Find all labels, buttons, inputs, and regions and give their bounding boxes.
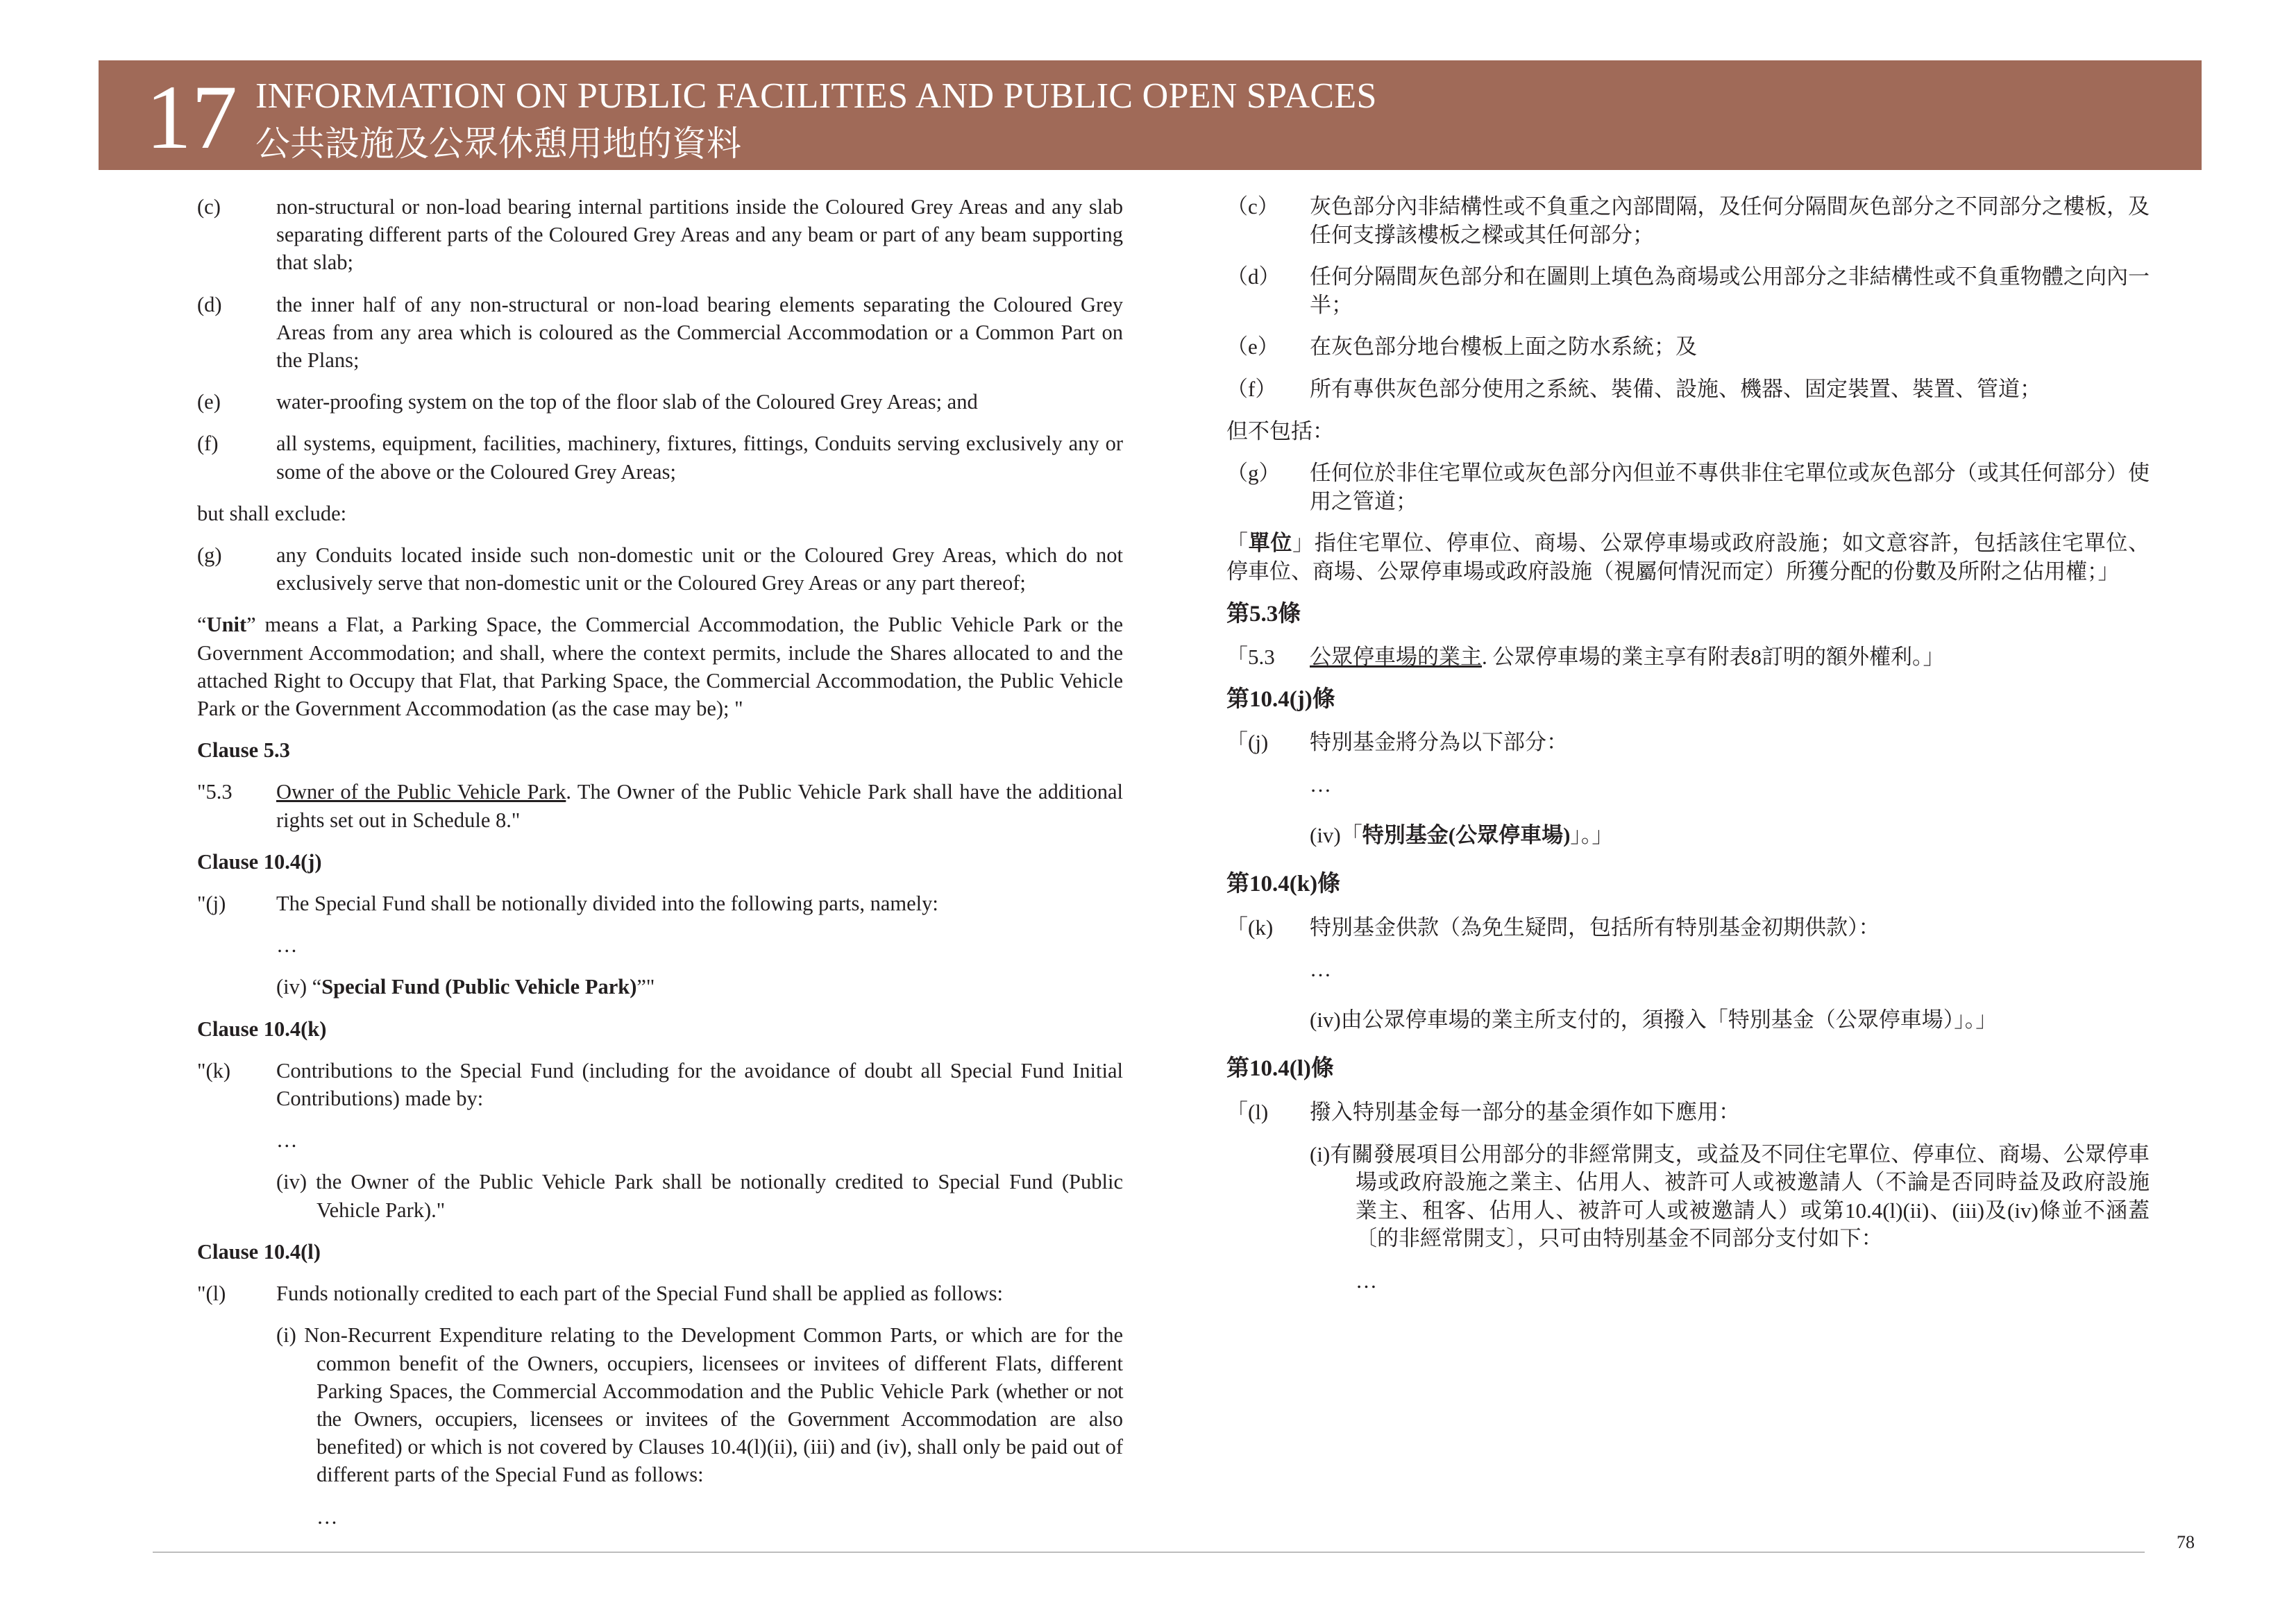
item-text: 特別基金供款（為免生疑問，包括所有特別基金初期供款）：: [1310, 915, 1880, 940]
item-text: all systems, equipment, facilities, machinery, fixtures, fittings, Conduits serving exclusively any or some of the above or the Coloured Grey Areas;: [276, 432, 1123, 484]
item-text: 在灰色部分地台樓板上面之防水系統；及: [1310, 334, 1697, 359]
clause-j: [197, 890, 1123, 917]
chapter-title-en: INFORMATION ON PUBLIC FACILITIES AND PUBLIC OPEN SPACES: [255, 76, 1377, 116]
item-text: 任何分隔間灰色部分和在圖則上填色為商場或公用部分之非結構性或不負重物體之向內一半；: [1310, 264, 2150, 317]
clause-5-3-zh: [1226, 643, 2150, 672]
clause-k-iv: (iv) the Owner of the Public Vehicle Park shall be notionally credited to Special Fund (Public Vehicle Park).": [276, 1170, 1123, 1222]
footer-rule: [153, 1552, 2145, 1553]
item-text: 特別基金將分為以下部分：: [1310, 730, 1568, 755]
item-c-zh: [1226, 193, 2150, 249]
clause-l-i-zh: (i)有關發展項目公用部分的非經常開支，或益及不同住宅單位、停車位、商場、公眾停車場或政府設施之業主、佔用人、被許可人或被邀請人（不論是否同時益及政府設施業主、租客、佔用人、被許可人或被邀請人）或第10.4(l)(ii)、(iii)及(iv)條並不涵蓋〔的非經常開支〕，只可由特別基金不同部分支付如下：: [1310, 1141, 2150, 1251]
sub-suffix: ”": [636, 975, 655, 999]
clause-l-i-text-c: are also benefited) or which is not covered by Clauses 10.4(l)(ii), (iii) and (iv), shall only be paid out of different parts of the Special Fund as follows:: [316, 1407, 1123, 1487]
unit-term: Unit: [206, 613, 247, 637]
clause-heading-10-4-j: Clause 10.4(j): [197, 849, 322, 874]
ellipsis: …: [1356, 1268, 1377, 1293]
item-label: (g): [197, 543, 222, 568]
unit-definition-text: 」指住宅單位、停車位、商場、公眾停車場或政府設施；如文意容許，包括該住宅單位、停車位、商場、公眾停車場或政府設施（視屬何情況而定）所獲分配的份數及所附之佔用權；」: [1226, 531, 2150, 584]
english-column: [197, 193, 1123, 1545]
item-text: any Conduits located inside such non-domestic unit or the Coloured Grey Areas, which do not exclusively serve that non-domestic unit or the Coloured Grey Areas or any part thereof;: [276, 543, 1123, 595]
clause-j-iv-zh: [1310, 822, 2150, 850]
item-d: [197, 291, 1123, 375]
item-text: Funds notionally credited to each part of the Special Fund shall be applied as follows:: [276, 1282, 1003, 1306]
quote-mark: 「: [1226, 531, 1249, 556]
item-text: 撥入特別基金每一部分的基金須作如下應用：: [1310, 1100, 1740, 1125]
clause-l: [197, 1280, 1123, 1307]
item-label: 「5.3: [1226, 645, 1275, 670]
item-label: "(k): [197, 1058, 231, 1082]
fund-name: Special Fund (Public Vehicle Park): [321, 975, 637, 999]
ellipsis: …: [276, 933, 298, 958]
unit-definition-zh: [1226, 529, 2150, 586]
item-f: [197, 430, 1123, 485]
item-label: (e): [197, 390, 221, 414]
clause-heading-10-4-l-zh: 第10.4(l)條: [1226, 1056, 1334, 1082]
item-d-zh: [1226, 263, 2150, 319]
item-text: 所有專供灰色部分使用之系統、裝備、設施、機器、固定裝置、裝置、管道；: [1310, 376, 2041, 401]
clause-j-zh: [1226, 729, 2150, 757]
item-label: （g）: [1226, 461, 1281, 486]
clause-heading-10-4-j-zh: 第10.4(j)條: [1226, 686, 1335, 712]
item-label: （e）: [1226, 334, 1279, 359]
clause-heading-5-3-zh: 第5.3條: [1226, 601, 1301, 627]
page-number: 78: [2177, 1532, 2195, 1552]
item-label: "(l): [197, 1282, 226, 1306]
item-label: 「(l): [1226, 1100, 1269, 1125]
clause-text: . The Owner of the Public Vehicle Park shall have the additional rights set out in Schedule 8.": [276, 780, 1123, 832]
clause-heading-10-4-l: Clause 10.4(l): [197, 1239, 321, 1264]
clause-k-iv-zh: (iv)由公眾停車場的業主所支付的，須撥入「特別基金（公眾停車場）」。」: [1310, 1007, 1998, 1032]
item-text: [1310, 643, 2150, 672]
unit-definition: [197, 611, 1123, 722]
item-label: （f）: [1226, 376, 1277, 401]
clause-heading-10-4-k: Clause 10.4(k): [197, 1017, 327, 1041]
item-label: 「(j): [1226, 730, 1269, 755]
chapter-title-zh: 公共設施及公眾休憩用地的資料: [255, 124, 741, 163]
item-text: the inner half of any non-structural or non-load bearing elements separating the Coloured Grey Areas from any area which is coloured as the Commercial Accommodation or a Common Part on the Plans;: [276, 292, 1123, 373]
item-g: [197, 541, 1123, 597]
sub-prefix: (iv)「: [1310, 822, 1362, 847]
clause-j-iv: [276, 973, 1123, 1001]
item-text: Contributions to the Special Fund (including for the avoidance of doubt all Special Fund Initial Contributions) made by:: [276, 1058, 1123, 1111]
clause-k: [197, 1057, 1123, 1112]
sub-prefix: (iv) “: [276, 975, 322, 999]
clause-l-i-text-a: (i) Non-Recurrent Expenditure relating to the Development Common Parts, or which are for the common benefit of the Owners, occupiers, licensees or invitees of different Flats, different Parking Spaces, the Commercial Accommodation and the Public Vehicle Park: [276, 1323, 1123, 1403]
item-e: [197, 388, 1123, 416]
fund-name: 特別基金(公眾停車場): [1362, 822, 1571, 847]
item-label: "5.3: [197, 780, 233, 804]
item-label: （d）: [1226, 264, 1281, 289]
clause-subject: 公眾停車場的業主: [1310, 645, 1482, 670]
item-label: (f): [197, 432, 219, 456]
quote-mark: “: [197, 613, 207, 637]
clause-5-3: [197, 778, 1123, 833]
unit-definition-text: ” means a Flat, a Parking Space, the Commercial Accommodation, the Public Vehicle Park or the Government Accommodation; and shall, where the context permits, include the Shares allocated to and the attached Right to Occupy that Flat, that Parking Space, the Commercial Accommodation, the Public Vehicle Park or the Government Accommodation (as the case may be); ": [197, 613, 1123, 721]
clause-l-i: [276, 1321, 1123, 1488]
item-text: 任何位於非住宅單位或灰色部分內但並不專供非住宅單位或灰色部分（或其任何部分）使用之管道；: [1310, 461, 2150, 513]
item-f-zh: [1226, 375, 2150, 404]
exclude-text: but shall exclude:: [197, 501, 347, 525]
sub-suffix: 」。」: [1570, 822, 1614, 847]
ellipsis: …: [1310, 772, 1331, 797]
exclude-text-zh: 但不包括：: [1226, 418, 1334, 443]
item-text: 灰色部分內非結構性或不負重之內部間隔，及任何分隔間灰色部分之不同部分之樓板，及任何支撐該樓板之樑或其任何部分；: [1310, 194, 2150, 247]
clause-text: . 公眾停車場的業主享有附表8訂明的額外權利。」: [1482, 645, 1945, 670]
chapter-banner: [99, 60, 2202, 170]
item-text: non-structural or non-load bearing internal partitions inside the Coloured Grey Areas and any slab separating different parts of the Coloured Grey Areas and any beam or part of any beam supporting that slab;: [276, 195, 1123, 275]
clause-heading-5-3: Clause 5.3: [197, 738, 290, 763]
clause-l-zh: [1226, 1098, 2150, 1127]
clause-heading-10-4-k-zh: 第10.4(k)條: [1226, 872, 1341, 897]
item-text: The Special Fund shall be notionally divided into the following parts, namely:: [276, 892, 938, 916]
ellipsis: …: [316, 1504, 338, 1529]
unit-term: 單位: [1248, 531, 1293, 556]
clause-subject: Owner of the Public Vehicle Park: [276, 780, 566, 804]
item-label: "(j): [197, 892, 226, 916]
item-label: (c): [197, 195, 221, 219]
item-c: [197, 193, 1123, 277]
item-text: [276, 778, 1123, 833]
item-label: （c）: [1226, 194, 1279, 219]
ellipsis: …: [276, 1128, 298, 1153]
item-label: 「(k): [1226, 915, 1274, 940]
clause-l-i-text-b: (whether or not the Owners, occupiers, licensees or invitees of the Government Accommodation: [316, 1379, 1123, 1431]
item-text: water-proofing system on the top of the floor slab of the Coloured Grey Areas; and: [276, 390, 978, 414]
clause-k-zh: [1226, 914, 2150, 942]
item-label: (d): [197, 292, 222, 316]
item-e-zh: [1226, 333, 2150, 362]
ellipsis: …: [1310, 957, 1331, 982]
chinese-column: [1226, 193, 2150, 1309]
chapter-number: 17: [146, 66, 237, 168]
item-g-zh: [1226, 459, 2150, 516]
